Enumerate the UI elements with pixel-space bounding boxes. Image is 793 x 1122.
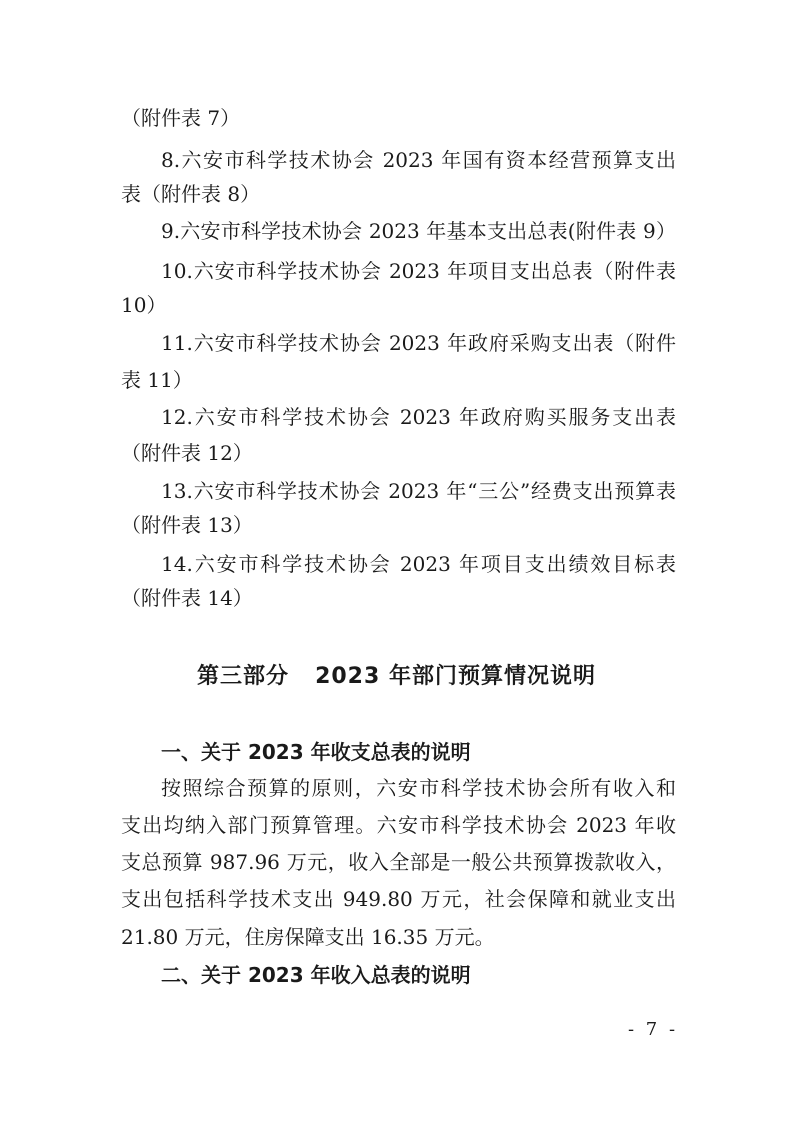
- list-item-10: 10.六安市科学技术协会 2023 年项目支出总表（附件表: [161, 259, 676, 283]
- paragraph-line-5: 21.80 万元，住房保障支出 16.35 万元。: [121, 925, 495, 949]
- list-item-13-continued: （附件表 13）: [121, 513, 253, 537]
- paragraph-line-1: 按照综合预算的原则，六安市科学技术协会所有收入和: [161, 776, 676, 800]
- paragraph-line-3: 支总预算 987.96 万元，收入全部是一般公共预算拨款收入，: [121, 850, 676, 874]
- list-line-attachment-7: （附件表 7）: [121, 106, 241, 130]
- subsection-heading-2: 二、关于 2023 年收入总表的说明: [161, 963, 471, 987]
- section-title-part: 第三部分: [197, 664, 290, 689]
- list-item-12-continued: （附件表 12）: [121, 441, 253, 465]
- paragraph-line-2: 支出均纳入部门预算管理。六安市科学技术协会 2023 年收: [121, 813, 676, 837]
- list-item-8-continued: 表（附件表 8）: [121, 182, 261, 206]
- list-item-11-continued: 表 11）: [121, 368, 193, 392]
- list-item-9: 9.六安市科学技术协会 2023 年基本支出总表(附件表 9）: [161, 219, 676, 243]
- list-item-14-continued: （附件表 14）: [121, 586, 253, 610]
- list-item-10-continued: 10）: [121, 293, 167, 317]
- list-item-12: 12.六安市科学技术协会 2023 年政府购买服务支出表: [161, 405, 676, 429]
- page-number: - 7 -: [628, 1019, 679, 1040]
- section-title: [0, 661, 793, 693]
- section-title-text: 2023 年部门预算情况说明: [315, 664, 596, 689]
- subsection-heading-1: 一、关于 2023 年收支总表的说明: [161, 740, 471, 764]
- paragraph-line-4: 支出包括科学技术支出 949.80 万元，社会保障和就业支出: [121, 887, 676, 911]
- list-item-14: 14.六安市科学技术协会 2023 年项目支出绩效目标表: [161, 552, 676, 576]
- list-item-8: 8.六安市科学技术协会 2023 年国有资本经营预算支出: [161, 148, 676, 172]
- list-item-11: 11.六安市科学技术协会 2023 年政府采购支出表（附件: [161, 331, 676, 355]
- list-item-13: 13.六安市科学技术协会 2023 年“三公”经费支出预算表: [161, 479, 676, 503]
